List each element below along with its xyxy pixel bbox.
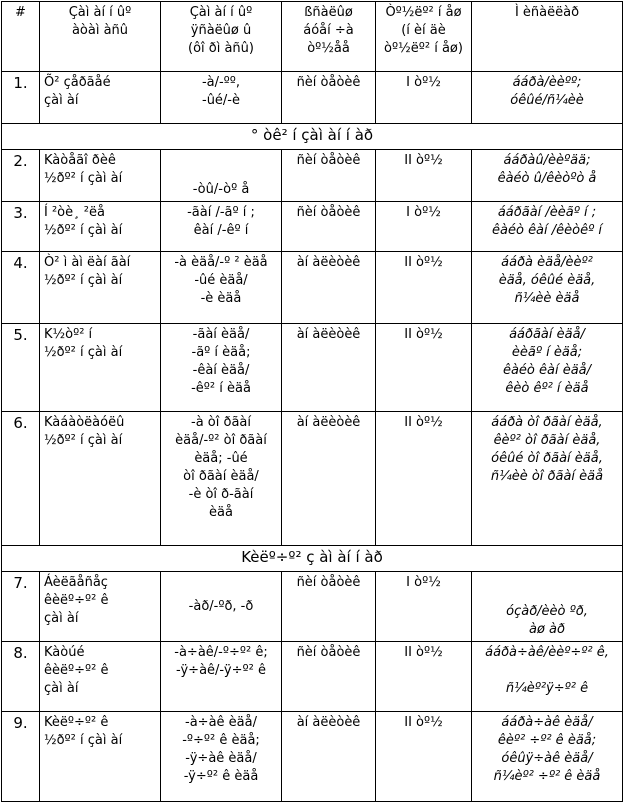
tense-form: -à èäå/-º ² èäå -ûé èäå/ -è èäå xyxy=(161,252,282,324)
formation-type: ñèí òåòèê xyxy=(282,150,376,202)
table-row xyxy=(2,150,623,202)
tense-name: Kàáàòëàóëû ½ðº² í çàì àí xyxy=(40,412,161,546)
header-tense-name: Çàì àí í ûº àòàì àñû xyxy=(40,2,161,72)
tense-name: Í ²òè¸ ²ëå ½ðº² í çàì àí xyxy=(40,202,161,252)
header-tense-form: Çàì àí í ûº ÿñàëûø û (ôî ðì àñû) xyxy=(161,2,282,72)
tense-name: Õ² çåðãåé çàì àí xyxy=(40,72,161,124)
header-num: # xyxy=(2,2,40,72)
examples: ááðãàí /èèãº í ; êàéò êàí /êèòêº í xyxy=(472,202,623,252)
formation-type: ñèí òåòèê xyxy=(282,572,376,642)
examples: ááðà÷àê/èèº÷º² ê, ñ¼èº²ÿ÷º² ê xyxy=(472,642,623,712)
row-number: 9. xyxy=(2,712,40,802)
table-row xyxy=(2,202,623,252)
examples: ááðà èäå/èèº² èäå, óêûé èäå, ñ¼èè èäå xyxy=(472,252,623,324)
row-number: 8. xyxy=(2,642,40,712)
examples: ááðà òî ðãàí èäå, êèº² òî ðãàí èäå, óêûé òî ðãàí èäå, ñ¼èè òî ðãàí èäå xyxy=(472,412,623,546)
formation-type: ñèí òåòèê xyxy=(282,72,376,124)
tense-form: -à òî ðãàí èäå/-º² òî ðãàí èäå; -ûé òî ðãàí èäå/ -è òî ð-ãàí èäå xyxy=(161,412,282,546)
table-row xyxy=(2,712,623,802)
section-title-past: ° òê² í çàì àí í àð xyxy=(2,124,623,150)
section-title-future: Kèëº÷º² ç àì àí í àð xyxy=(2,546,623,572)
formation-type: àí àëèòèê xyxy=(282,712,376,802)
conjugation-type: II òº½ xyxy=(376,712,472,802)
table-row xyxy=(2,412,623,546)
tense-name: K½òº² í ½ðº² í çàì àí xyxy=(40,324,161,412)
formation-type: àí àëèòèê xyxy=(282,324,376,412)
tense-form: -à÷àê/-º÷º² ê; -ÿ÷àê/-ÿ÷º² ê xyxy=(161,642,282,712)
table-row xyxy=(2,252,623,324)
row-number: 6. xyxy=(2,412,40,546)
table-row xyxy=(2,642,623,712)
conjugation-type: II òº½ xyxy=(376,412,472,546)
tense-name: Kàòúé êèëº÷º² ê çàì àí xyxy=(40,642,161,712)
conjugation-type: I òº½ xyxy=(376,72,472,124)
tense-form: -à÷àê èäå/ -º÷º² ê èäå; -ÿ÷àê èäå/ -ÿ÷º² ê èäå xyxy=(161,712,282,802)
formation-type: ñèí òåòèê xyxy=(282,202,376,252)
row-number: 4. xyxy=(2,252,40,324)
table-row xyxy=(2,572,623,642)
tense-name: Áèëãåñåç êèëº÷º² ê çàì àí xyxy=(40,572,161,642)
grammar-table xyxy=(1,1,623,802)
examples: ááðà÷àê èäå/ êèº² ÷º² ê èäå; óêûÿ÷àê èäå/ ñ¼èº² ÷º² ê èäå xyxy=(472,712,623,802)
section-row-future xyxy=(2,546,623,572)
conjugation-type: II òº½ xyxy=(376,252,472,324)
row-number: 1. xyxy=(2,72,40,124)
formation-type: àí àëèòèê xyxy=(282,252,376,324)
header-examples: Ì èñàëëàð xyxy=(472,2,623,72)
header-row xyxy=(2,2,623,72)
section-row-past xyxy=(2,124,623,150)
conjugation-type: II òº½ xyxy=(376,642,472,712)
conjugation-type: II òº½ xyxy=(376,324,472,412)
tense-form: -ãàí èäå/ -ãº í èäå; -êàí èäå/ -êº² í èäå xyxy=(161,324,282,412)
examples: óçàð/èèò ºð, àø àð xyxy=(472,572,623,642)
tense-name: Kèëº÷º² ê ½ðº² í çàì àí xyxy=(40,712,161,802)
tense-name: Ò² ì àì ëàí ãàí ½ðº² í çàì àí xyxy=(40,252,161,324)
examples: ááðà/èèºº; óêûé/ñ¼èè xyxy=(472,72,623,124)
conjugation-type: II òº½ xyxy=(376,150,472,202)
formation-type: àí àëèòèê xyxy=(282,412,376,546)
header-formation-type: ßñàëûø áóåí ÷à òº½åå xyxy=(282,2,376,72)
row-number: 7. xyxy=(2,572,40,642)
table-row xyxy=(2,72,623,124)
tense-form: -òû/-òº å xyxy=(161,150,282,202)
row-number: 3. xyxy=(2,202,40,252)
examples: ááðàû/èèºää; êàéò û/êèòºò å xyxy=(472,150,623,202)
tense-form: -ãàí /-ãº í ; êàí /-êº í xyxy=(161,202,282,252)
tense-form: -à/-ºº, -ûé/-è xyxy=(161,72,282,124)
conjugation-type: I òº½ xyxy=(376,572,472,642)
formation-type: ñèí òåòèê xyxy=(282,642,376,712)
tense-form: -àð/-ºð, -ð xyxy=(161,572,282,642)
conjugation-type: I òº½ xyxy=(376,202,472,252)
row-number: 2. xyxy=(2,150,40,202)
examples: ááðãàí èäå/ èèãº í èäå; êàéò êàí èäå/ êèò êº² í èäå xyxy=(472,324,623,412)
header-conjugation: Òº½ëº² í åø (í èí äè òº½ëº² í åø) xyxy=(376,2,472,72)
tense-name: Kàòåãî ðèê ½ðº² í çàì àí xyxy=(40,150,161,202)
row-number: 5. xyxy=(2,324,40,412)
table-row xyxy=(2,324,623,412)
